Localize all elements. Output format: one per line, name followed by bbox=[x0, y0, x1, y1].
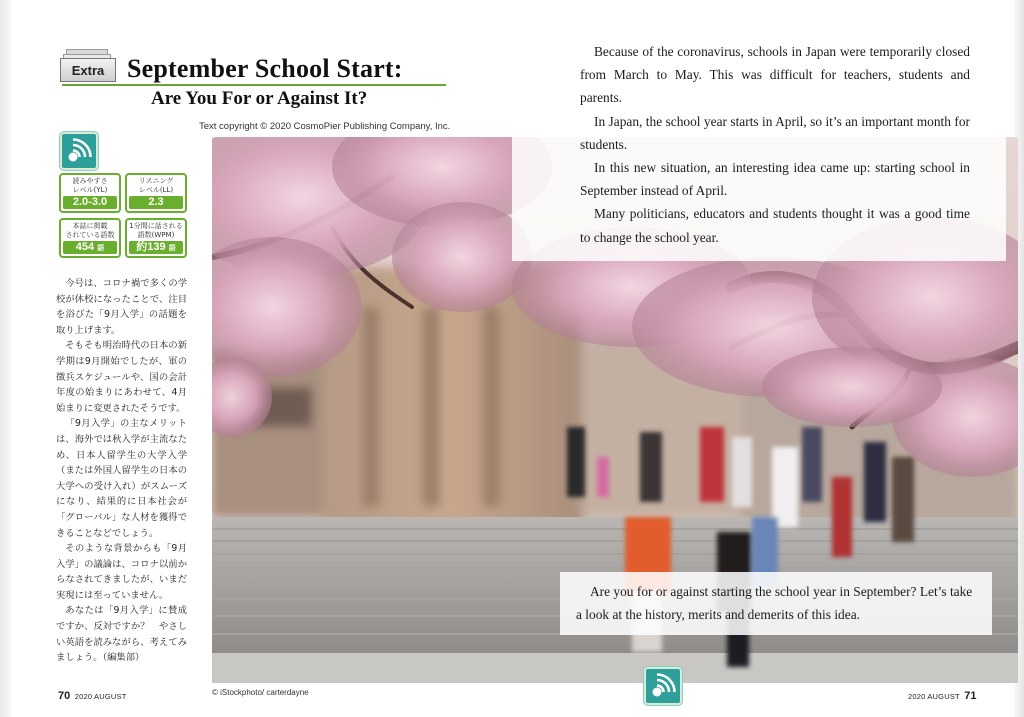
level-value: 約139 語 bbox=[129, 241, 183, 254]
audio-icon bbox=[64, 136, 94, 166]
body-paragraph: Because of the coronavirus, schools in Japan were temporarily closed from March to May. This was difficult for teachers, students and parents. bbox=[580, 44, 970, 106]
level-label: 読みやすさ レベル(YL) bbox=[72, 177, 108, 194]
body-paragraph: Many politicians, educators and students thought it was a good time to change the school year. bbox=[580, 206, 970, 245]
page-number: 71 bbox=[964, 690, 977, 702]
issue-date: 2020 AUGUST bbox=[74, 692, 127, 701]
article-subtitle: Are You For or Against It? bbox=[151, 88, 368, 109]
audio-track-button[interactable] bbox=[644, 667, 682, 705]
body-paragraph: In this new situation, an interesting idea came up: starting school in September instead of April. bbox=[580, 160, 970, 199]
intro-paragraph: 今号は、コロナ禍で多くの学校が休校になったことで、注目を浴びた「9月入学」の話題を取り上げます。 bbox=[56, 278, 187, 336]
level-box-word-count bbox=[59, 218, 121, 258]
article-body bbox=[580, 40, 970, 249]
title-divider bbox=[62, 84, 446, 86]
body-paragraph: In Japan, the school year starts in April, so it’s an important month for students. bbox=[580, 113, 970, 152]
audio-icon bbox=[648, 671, 678, 701]
badge-label: Extra bbox=[71, 62, 105, 78]
question-paragraph: Are you for or against starting the school year in September? Let’s take a look at the history, merits and demerits of this idea. bbox=[576, 584, 973, 623]
page-folio-right bbox=[908, 686, 977, 704]
intro-paragraph: そもそも明治時代の日本の新学期は9月開始でしたが、軍の徴兵スケジュールや、国の会計年度の始まりにあわせて、4月始まりに変更されたそうです。 bbox=[56, 340, 187, 414]
level-value: 2.0-3.0 bbox=[63, 196, 117, 209]
page-edge-left bbox=[0, 0, 12, 717]
level-value: 2.3 bbox=[129, 196, 183, 209]
intro-paragraph: あなたは「9月入学」に賛成ですか、反対ですか？ やさしい英語を読みながら、考えてみましょう。（編集部） bbox=[56, 605, 187, 664]
article-title: September School Start: bbox=[127, 54, 403, 83]
lead-question bbox=[576, 580, 976, 626]
photo-credit: © iStockphoto/ carterdayne bbox=[212, 688, 309, 697]
level-box-ll bbox=[125, 173, 187, 213]
text-copyright: Text copyright © 2020 CosmoPier Publishing Company, Inc. bbox=[199, 121, 451, 132]
badge-body bbox=[60, 58, 116, 82]
level-label: 1分間に話される 語数(WPM) bbox=[129, 222, 183, 239]
level-box-wpm bbox=[125, 218, 187, 258]
level-value: 454 語 bbox=[63, 241, 117, 254]
page-folio-left bbox=[58, 686, 127, 704]
level-label: 本誌に掲載 されている語数 bbox=[65, 222, 115, 239]
level-label: リスニング レベル(LL) bbox=[138, 177, 174, 194]
level-box-yl bbox=[59, 173, 121, 213]
intro-paragraph: そのような背景からも「9月入学」の議論は、コロナ以前からなされてきましたが、いまだ実現には至っていません。 bbox=[56, 543, 187, 601]
extra-badge bbox=[60, 49, 116, 83]
issue-date: 2020 AUGUST bbox=[908, 692, 960, 701]
audio-track-button[interactable] bbox=[60, 132, 98, 170]
intro-paragraph: 「9月入学」の主なメリットは、海外では秋入学が主流なため、日本人留学生の大学入学（または外国人留学生の日本の大学への受け入れ）がスムーズになり、結果的に日本社会が「グローバル」な人材を獲得できることなどでしょう。 bbox=[56, 418, 187, 539]
japanese-intro bbox=[56, 276, 187, 666]
page-number: 70 bbox=[58, 690, 71, 702]
